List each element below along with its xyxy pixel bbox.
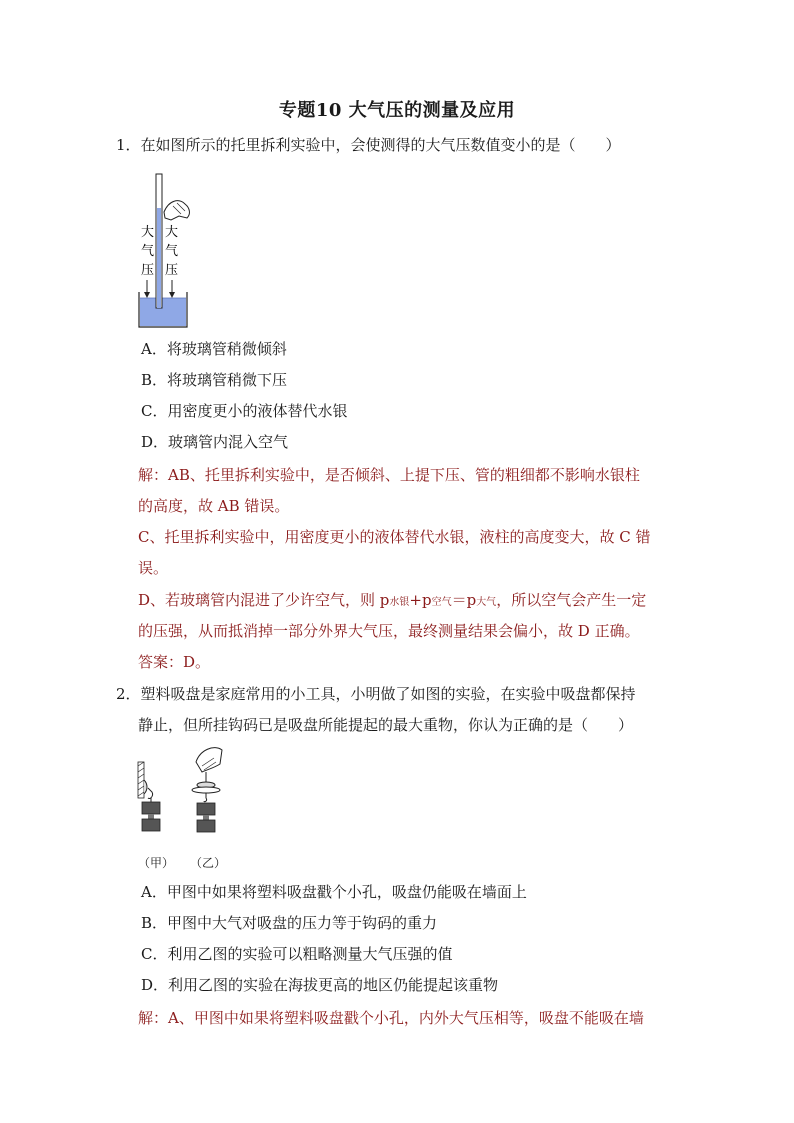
weight-bottom bbox=[197, 820, 215, 832]
q1-solution-line-5: D、若玻璃管内混进了少许空气，则 p水银+p空气＝p大气，所以空气会产生一定 bbox=[138, 591, 647, 609]
suction-cup bbox=[144, 780, 147, 794]
atm-label-left: 大气压 bbox=[141, 225, 155, 278]
figure-label-jia: （甲） bbox=[138, 856, 175, 870]
q1-stem: 1．在如图所示的托里拆利实验中，会使测得的大气压数值变小的是（ ） bbox=[116, 136, 621, 154]
torricelli-figure bbox=[135, 170, 205, 330]
q1-option-a: A．将玻璃管稍微倾斜 bbox=[141, 340, 287, 358]
q1-solution-line-6: 的压强，从而抵消掉一部分外界大气压，最终测量结果会偏小，故 D 正确。 bbox=[138, 622, 640, 640]
q2-option-a: A．甲图中如果将塑料吸盘戳个小孔，吸盘仍能吸在墙面上 bbox=[141, 883, 527, 901]
q1-solution-line-3: C、托里拆利实验中，用密度更小的液体替代水银，液柱的高度变大，故 C 错 bbox=[138, 528, 651, 546]
hand-icon bbox=[164, 201, 189, 220]
suction-cup-figure-yi bbox=[186, 744, 230, 846]
arrow-left bbox=[144, 292, 150, 298]
figure-label-yi: （乙） bbox=[190, 856, 227, 870]
q1-solution-line-1: 解：AB、托里拆利实验中，是否倾斜、上提下压、管的粗细都不影响水银柱 bbox=[138, 466, 640, 484]
q2-option-b: B．甲图中大气对吸盘的压力等于钩码的重力 bbox=[141, 914, 438, 932]
q1-option-b: B．将玻璃管稍微下压 bbox=[141, 371, 288, 389]
q2-stem-line-2: 静止，但所挂钩码已是吸盘所能提起的最大重物，你认为正确的是（ ） bbox=[138, 716, 634, 734]
hook bbox=[148, 788, 153, 799]
q2-option-d: D．利用乙图的实验在海拔更高的地区仍能提起该重物 bbox=[141, 976, 499, 994]
q2-solution-line-1: 解：A、甲图中如果将塑料吸盘戳个小孔，内外大气压相等，吸盘不能吸在墙 bbox=[138, 1009, 644, 1027]
page-title: 专题10 大气压的测量及应用 bbox=[278, 100, 516, 121]
q1-answer: 答案：D。 bbox=[138, 653, 211, 671]
q1-solution-line-2: 的高度，故 AB 错误。 bbox=[138, 497, 290, 515]
q1-solution-line-4: 误。 bbox=[138, 559, 169, 577]
weight-top bbox=[197, 803, 215, 815]
q2-option-c: C．利用乙图的实验可以粗略测量大气压强的值 bbox=[141, 945, 453, 963]
glass-plate bbox=[192, 787, 220, 793]
hook bbox=[204, 793, 207, 802]
mercury-column bbox=[157, 208, 161, 308]
atm-label-right: 大气压 bbox=[165, 225, 179, 278]
suction-cup-figure-jia bbox=[130, 758, 170, 846]
hand-icon bbox=[196, 748, 222, 772]
mercury-in-basin bbox=[140, 298, 186, 326]
weight-top bbox=[142, 802, 160, 814]
q1-option-d: D．玻璃管内混入空气 bbox=[141, 433, 289, 451]
q1-option-c: C．用密度更小的液体替代水银 bbox=[141, 402, 348, 420]
weight-bottom bbox=[142, 819, 160, 831]
q2-stem-line-1: 2．塑料吸盘是家庭常用的小工具，小明做了如图的实验，在实验中吸盘都保持 bbox=[116, 685, 636, 703]
arrow-right bbox=[169, 292, 175, 298]
